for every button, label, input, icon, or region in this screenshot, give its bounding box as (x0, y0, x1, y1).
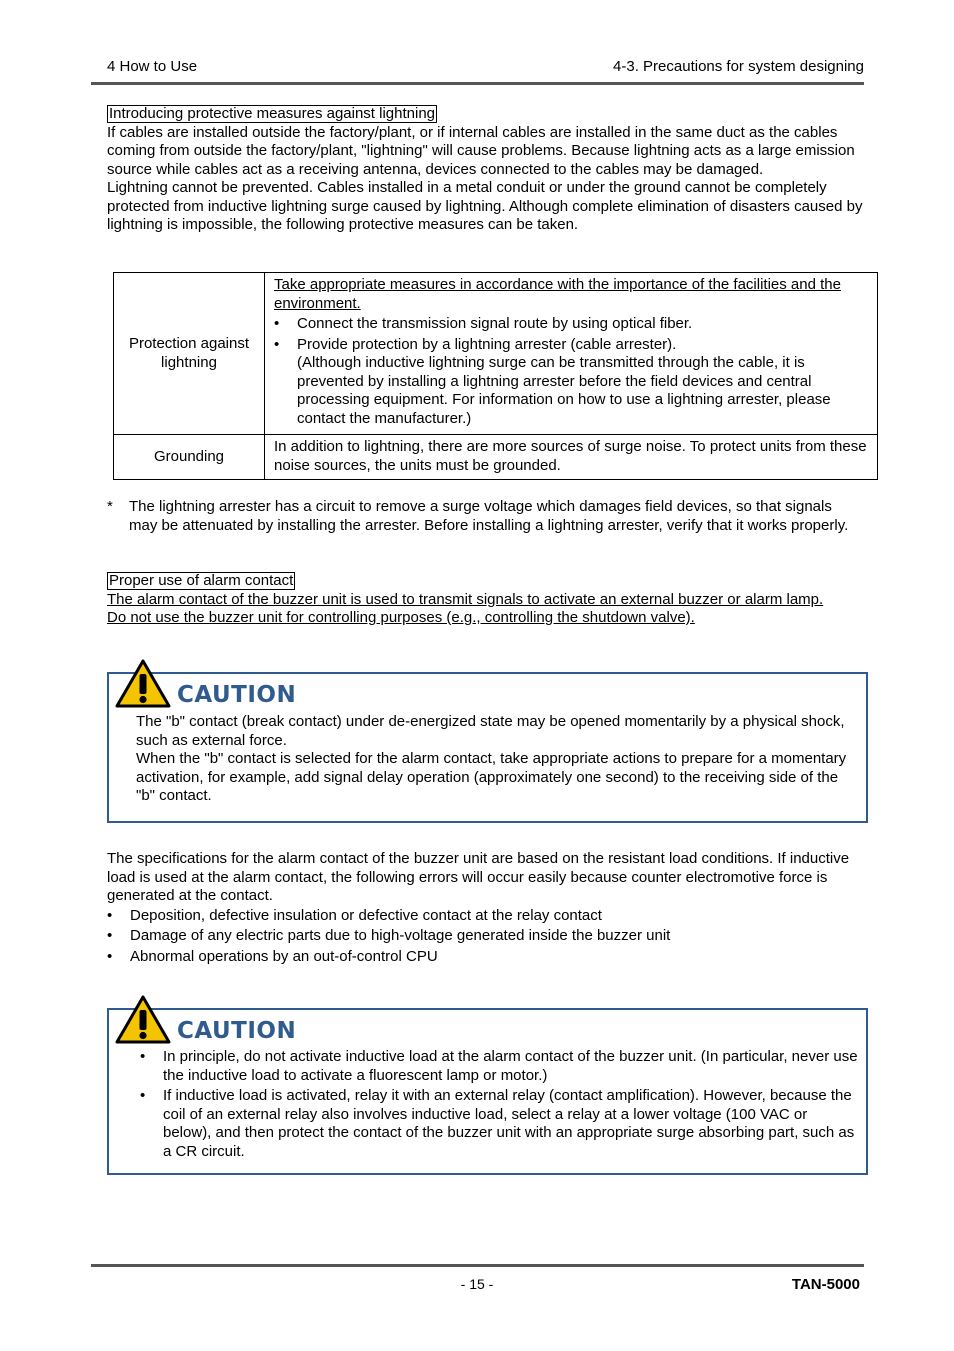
note-mark: * (107, 498, 113, 515)
list-item (274, 336, 868, 429)
list-item: • Deposition, defective insulation or defective contact at the relay contact (107, 907, 867, 926)
alarm-line-1: The alarm contact of the buzzer unit is used to transmit signals to activate an external buzzer or alarm lamp. (107, 590, 824, 608)
caution-box-1 (107, 672, 868, 823)
caution-1-paragraph-1: The "b" contact (break contact) under de-energized state may be opened momentarily by a physical shock, such as external force. (136, 713, 845, 749)
warning-triangle-icon (115, 995, 171, 1045)
arrester-bullet-text: Provide protection by a lightning arrester (cable arrester). (297, 335, 677, 353)
alarm-heading: Proper use of alarm contact (109, 572, 294, 589)
lightning-heading: Introducing protective measures against lightning (109, 105, 436, 122)
header-subsection-label: 4-3. Precautions for system designing (613, 58, 864, 75)
protection-label: Protection against lightning (114, 273, 265, 435)
document-code: TAN-5000 (791, 1276, 860, 1293)
list-item: • In principle, do not activate inductive load at the alarm contact of the buzzer unit. (In particular, never use the inductive load to activate a fluorescent lamp or motor.) (140, 1048, 858, 1085)
spec-section (107, 850, 867, 968)
lightning-paragraph-1: If cables are installed outside the factory/plant, or if internal cables are installed in the same duct as the cables coming from outside the factory/plant, "lightning" will cause problems. Because lightning acts as a large emission source while cables act as a receiving antenna, devices connected to the cables may be damaged. (107, 123, 855, 178)
caution-title: CAUTION (177, 1018, 297, 1044)
list-item: • If inductive load is activated, relay it with an external relay (contact amplification). However, because the coil of an external relay also involves inductive load, select a relay at a lower voltage (100 VAC or below), and then protect the contact of the buzzer unit with an appropriate surge absorbing part, such as a CR circuit. (140, 1087, 858, 1161)
caution-box-2 (107, 1008, 868, 1175)
note-text: The lightning arrester has a circuit to remove a surge voltage which damages field devices, so that signals may be attenuated by installing the arrester. Before installing a lightning arrester, verify that it works properly. (129, 498, 849, 534)
list-item: • Abnormal operations by an out-of-control CPU (107, 948, 867, 967)
protection-intro: Take appropriate measures in accordance with the importance of the facilities and the environment. (274, 276, 841, 312)
protection-table (113, 272, 878, 480)
alarm-line-2: Do not use the buzzer unit for controlling purposes (e.g., controlling the shutdown valve). (107, 609, 695, 626)
arrester-bullet-note: (Although inductive lightning surge can be transmitted through the cable, it is prevented by installing a lightning arrester before the field devices and central processing equipment. For information on how to use a lightning arrester, please contact the manufacturer.) (297, 354, 831, 427)
alarm-section (107, 572, 877, 628)
header-section-label: 4 How to Use (107, 58, 198, 75)
grounding-label: Grounding (114, 435, 265, 480)
footer-rule (91, 1264, 864, 1267)
caution-2-body (136, 1048, 858, 1163)
table-row (114, 273, 878, 435)
warning-triangle-icon (115, 659, 171, 709)
grounding-content: In addition to lightning, there are more sources of surge noise. To protect units from these noise sources, the units must be grounded. (265, 435, 878, 480)
lightning-section (107, 105, 867, 235)
lightning-paragraph-2: Lightning cannot be prevented. Cables installed in a metal conduit or under the ground cannot be completely protected from inductive lightning surge caused by lightning. Although complete elimination of disasters caused by lightning is impossible, the following protective measures can be taken. (107, 179, 863, 233)
header-rule (91, 82, 864, 85)
list-item: • Connect the transmission signal route by using optical fiber. (274, 315, 868, 334)
caution-1-paragraph-2: When the "b" contact is selected for the alarm contact, take appropriate actions to prepare for a momentary activation, for example, add signal delay operation (approximately one second) to the receiving side of the "b" contact. (136, 750, 847, 804)
caution-1-body (136, 713, 851, 806)
table-row (114, 435, 878, 480)
spec-paragraph: The specifications for the alarm contact of the buzzer unit are based on the resistant load conditions. If inductive load is used at the alarm contact, the following errors will occur easily because counter electromotive force is generated at the contact. (107, 850, 850, 904)
page-number: - 15 - (460, 1276, 494, 1292)
list-item: • Damage of any electric parts due to high-voltage generated inside the buzzer unit (107, 927, 867, 946)
protection-content (265, 273, 878, 435)
caution-title: CAUTION (177, 682, 297, 708)
